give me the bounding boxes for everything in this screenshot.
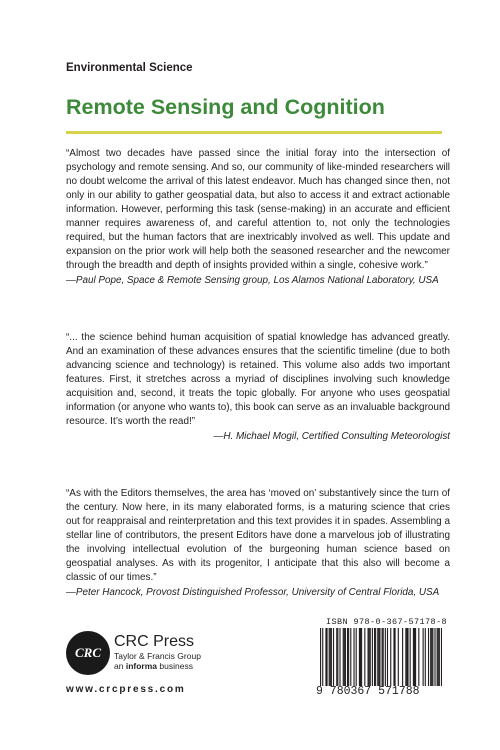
barcode-bar — [437, 628, 438, 686]
barcode-bar — [428, 628, 429, 686]
barcode-bar — [374, 628, 375, 686]
barcode-bar — [329, 628, 330, 686]
review-quote-2 — [66, 331, 450, 444]
barcode-bar — [326, 628, 327, 686]
barcode-bar — [347, 628, 348, 686]
barcode-bar — [353, 628, 354, 686]
isbn-label: ISBN 978-0-367-57178-8 — [326, 617, 448, 627]
barcode-bar — [356, 628, 357, 686]
barcode-bar — [368, 628, 369, 686]
barcode-bar — [393, 628, 394, 686]
barcode-bar — [423, 628, 424, 686]
barcode-digits: 9 780367 571788 — [316, 685, 420, 698]
barcode-bar — [413, 628, 414, 686]
barcode-bar — [370, 628, 371, 686]
publisher-logo — [66, 631, 201, 681]
quote-text: “... the science behind human acquisition of spatial knowledge has advanced greatly. And an examination of these advances ensures that the scientific timeline (due to both advancing science and technology) is retained. This volume also adds two important features. First, it stretches across a myriad of disciplines involving such knowledge acquisition and, second, it treats the topic globally. For anyone who uses geospatial information (or anyone who wants to), this book can serve as an invaluable background resource. It’s worth the read!” — [66, 332, 450, 427]
barcode-bar — [344, 628, 345, 686]
barcode-bar — [378, 628, 379, 686]
review-quote-1 — [66, 147, 450, 288]
barcode-bar — [350, 628, 351, 686]
barcode-bar — [339, 628, 340, 686]
publisher-business: an informa business — [114, 661, 193, 671]
barcode-bar — [410, 628, 411, 686]
barcode-bar — [406, 628, 407, 686]
barcode-bar — [434, 628, 435, 686]
barcode-bar — [390, 628, 391, 686]
barcode-bar — [343, 628, 344, 686]
barcode-bar — [382, 628, 383, 686]
barcode-bar — [438, 628, 439, 686]
barcode-bar — [330, 628, 331, 686]
barcode-bar — [359, 628, 360, 686]
barcode-bar — [405, 628, 406, 686]
barcode-bar — [364, 628, 365, 686]
publisher-name: CRC Press — [114, 633, 195, 650]
barcode-bar — [379, 628, 380, 686]
quote-text: “As with the Editors themselves, the area has ‘moved on’ substantively since the turn of the century. Now here, in its many elaborated forms, is a maturing science that cries out for reappraisal and reinterpretation and this text provides it in spades. Assembling a stellar line of contributors, the present Editors have done a marvelous job of illustrating the involving intellectual evolution of the burgeoning human science based on geospatial analyses. As with its progenitor, I anticipate that this also will become a classic of our times.” — [66, 488, 450, 583]
quote-attribution: —H. Michael Mogil, Certified Consulting Meteorologist — [213, 431, 450, 442]
barcode-bar — [360, 628, 361, 686]
barcode-bar — [441, 628, 442, 686]
barcode-bar — [414, 628, 415, 686]
barcode-bar — [398, 628, 399, 686]
barcode-bar — [331, 628, 332, 686]
barcode-bar — [439, 628, 440, 686]
barcode-bar — [394, 628, 395, 686]
barcode-bar — [385, 628, 386, 686]
barcode-bar — [325, 628, 326, 686]
barcode-bar — [361, 628, 362, 686]
barcode-bar — [407, 628, 408, 686]
barcode-bar — [337, 628, 338, 686]
barcode-bar — [415, 628, 416, 686]
barcode-bar — [345, 628, 346, 686]
barcode-bar — [432, 628, 433, 686]
quote-attribution: —Paul Pope, Space & Remote Sensing group, Los Alamos National Laboratory, USA — [66, 275, 439, 286]
barcode-bar — [431, 628, 432, 686]
barcode-bar — [387, 628, 388, 686]
category-label: Environmental Science — [66, 62, 193, 74]
barcode-bar — [336, 628, 337, 686]
barcode-bar — [383, 628, 384, 686]
barcode-bar — [402, 628, 403, 686]
barcode-bar — [372, 628, 373, 686]
publisher-block — [114, 633, 201, 671]
barcode-bar — [375, 628, 376, 686]
review-quote-3 — [66, 487, 450, 600]
barcode-bar — [369, 628, 370, 686]
book-title: Remote Sensing and Cognition — [66, 95, 385, 119]
title-divider — [66, 131, 442, 134]
barcode-bar — [320, 628, 321, 686]
barcode-icon — [320, 628, 442, 686]
barcode-bar — [430, 628, 431, 686]
quote-text: “Almost two decades have passed since the initial foray into the intersection of psychology and remote sensing. And so, our community of like-minded researchers will no doubt welcome the arrival of this latest endeavor. Much has changed since then, not only in our ability to gather geospatial data, but also to access it and extract actionable information. However, performing this task (sense-making) in an accurate and efficient manner requires awareness of, and careful attention to, not only the technologies required, but the human factors that are inextricably involved as well. This update and expansion on the prior work will help both the seasoned researcher and the newcomer through the breadth and depth of insights provided within a single, cohesive work.” — [66, 148, 450, 271]
barcode-bar — [348, 628, 349, 686]
quote-attribution: —Peter Hancock, Provost Distinguished Professor, University of Central Florida, USA — [66, 587, 440, 598]
publisher-url[interactable]: www.crcpress.com — [66, 684, 186, 695]
barcode-bar — [377, 628, 378, 686]
barcode-bar — [418, 628, 419, 686]
publisher-group: Taylor & Francis Group — [114, 651, 201, 661]
crc-logo-icon: CRC — [66, 631, 110, 675]
barcode-bar — [322, 628, 323, 686]
barcode-bar — [425, 628, 426, 686]
barcode-bar — [333, 628, 334, 686]
